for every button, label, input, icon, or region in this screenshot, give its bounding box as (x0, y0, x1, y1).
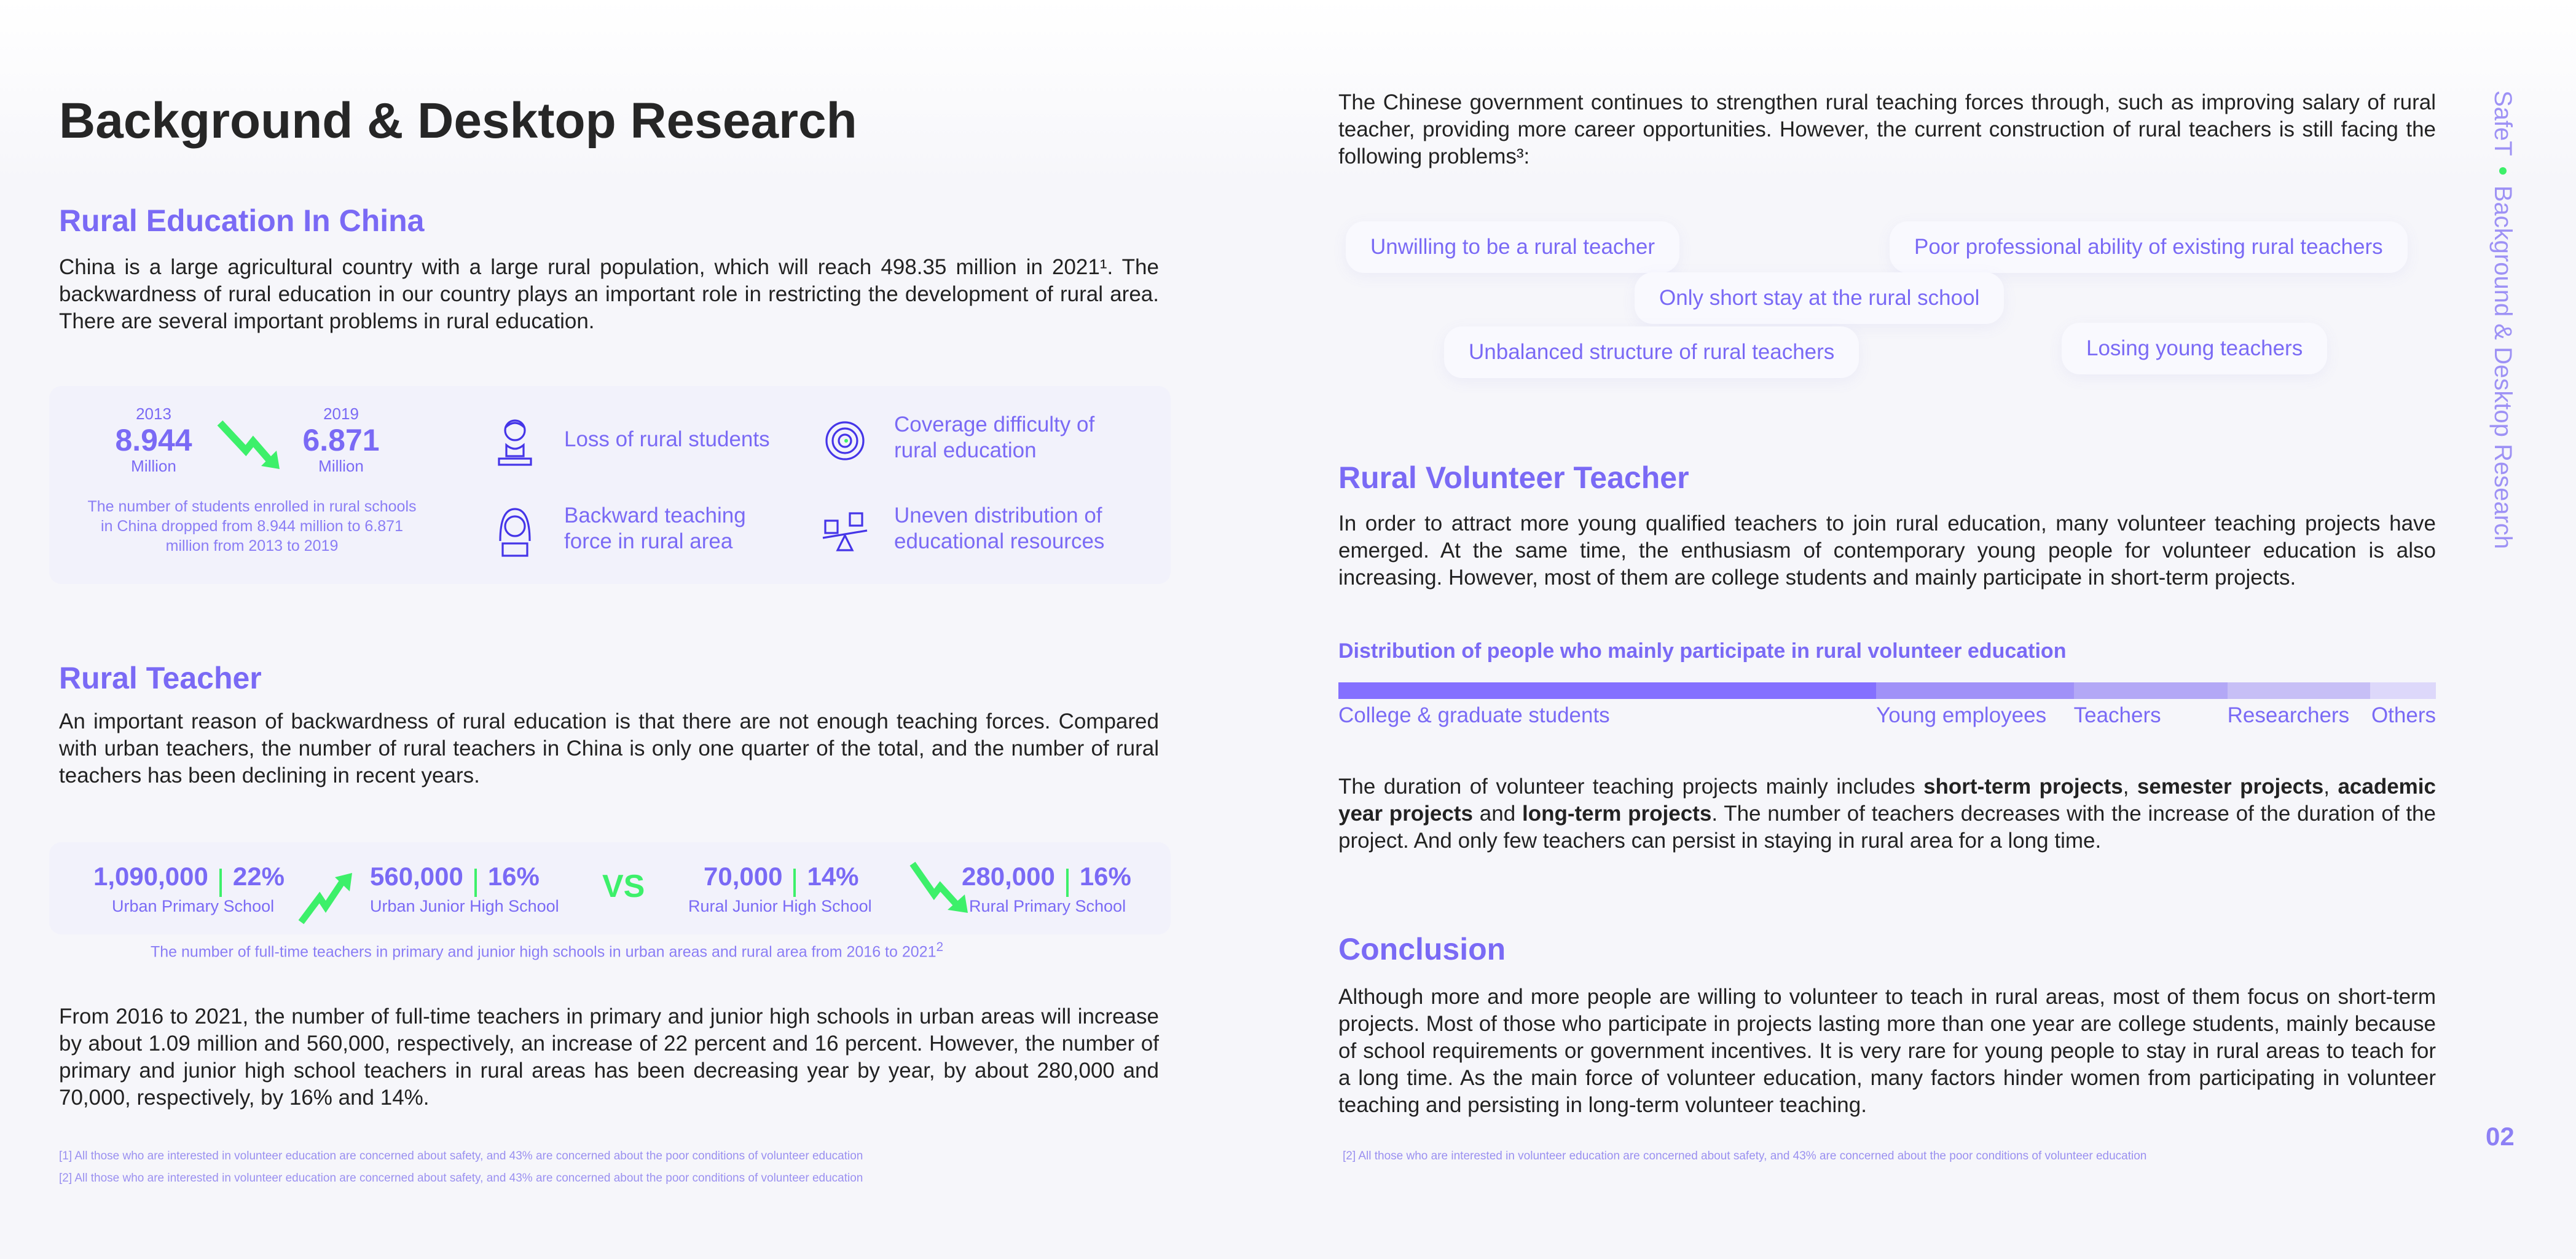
problem-pill: Only short stay at the rural school (1635, 272, 2004, 324)
bar-segment-2 (2074, 682, 2228, 699)
teacher-icon (490, 504, 540, 559)
stat-percent: 14% (807, 862, 859, 891)
teacher-stat (962, 862, 1131, 916)
text-run: , (2323, 775, 2338, 799)
footnote: [2] All those who are interested in volunteer education are concerned about safety, and 43% are concerned about the poor conditions of volunteer education (59, 1172, 863, 1185)
teacher-stat (93, 862, 285, 916)
text-run: . The number of teachers decreases with the increase of the duration of the project. And only few teachers can persist in staying in rural area for a long time. (1338, 802, 2436, 853)
bar-label: Researchers (2227, 703, 2350, 727)
stat-from (98, 405, 209, 476)
problem-pill: Unwilling to be a rural teacher (1346, 221, 1679, 273)
chart-title: Distribution of people who mainly participate in rural volunteer education (1338, 639, 2067, 663)
bar-segment-0 (1338, 682, 1876, 699)
bar-segment-3 (2228, 682, 2370, 699)
stat-label: Urban Primary School (112, 896, 275, 915)
rural-teacher-paragraph: An important reason of backwardness of rural education is that there are not enough teaching forces. Compared with urban teachers, the number of rural teachers in China is only one quarter of the total, and the number of rural teachers has been declining in recent years. (59, 709, 1159, 787)
page-number: 02 (2486, 1122, 2515, 1151)
problem-pill: Losing young teachers (2062, 323, 2327, 374)
trend-down-arrow-icon (215, 417, 283, 472)
right-intro-paragraph: The Chinese government continues to strengthen rural teaching forces through, such as improving salary of rural teacher, providing more career opportunities. However, the current construction of rural teachers is still facing the following problems³: (1338, 90, 2436, 168)
trend-up-arrow-icon (298, 870, 353, 925)
problem-label: Loss of rural students (564, 427, 770, 451)
stat-year: 2013 (136, 405, 171, 423)
footnote: [1] All those who are interested in volunteer education are concerned about safety, and 43% are concerned about the poor conditions of volunteer education (59, 1150, 863, 1162)
divider (219, 869, 222, 897)
bold-term: semester projects (2137, 775, 2324, 799)
distribution-labels (1338, 703, 2436, 730)
stat-to (286, 405, 396, 476)
bar-label: Others (2371, 703, 2436, 727)
maze-icon (820, 414, 870, 469)
conclusion-paragraph: Although more and more people are willing to volunteer to teach in rural areas, most of them focus on short-term projects. Most of those who participate in projects lasting more than one year are college students, mainly because of school requirements or government incentives. It is very rare for young people to stay in rural areas to teach for a long time. As the main force of volunteer education, many factors hinder women from participating in volunteer teaching and persisting in long-term volunteer teaching. (1338, 985, 2436, 1117)
teacher-stats-card (49, 842, 1171, 934)
stat-value: 1,090,000 (93, 862, 208, 891)
stat-value: 70,000 (704, 862, 783, 891)
stat-percent: 22% (232, 862, 285, 891)
volunteer-duration-paragraph (1338, 773, 2436, 854)
stat-unit: Million (318, 457, 364, 475)
rural-education-paragraph: China is a large agricultural country with a large rural population, which will reach 498.35 million in 2021¹. The backwardness of rural education in our country plays an important role in restricting the development of rural area. There are several important problems in rural education. (59, 255, 1159, 333)
stat-unit: Million (131, 457, 176, 475)
bar-segment-1 (1876, 682, 2073, 699)
bold-term: academic year projects (1338, 775, 2436, 826)
problem-label: Backward teaching force in rural area (564, 503, 746, 553)
bar-label: College & graduate students (1338, 703, 1610, 727)
balance-scale-icon (820, 506, 870, 561)
text-run: , (2122, 775, 2137, 799)
caption-footnote-ref: 2 (936, 940, 944, 954)
teacher-stat (370, 862, 559, 916)
stat-label: Rural Primary School (969, 896, 1126, 915)
student-icon (490, 416, 540, 471)
stat-percent: 16% (487, 862, 540, 891)
bold-term: long-term projects (1522, 802, 1712, 826)
bar-label: Teachers (2073, 703, 2161, 727)
rural-teacher-paragraph-2: From 2016 to 2021, the number of full-time teachers in primary and junior high schools in urban areas will increase by about 1.09 million and 560,000, respectively, an increase of 22 percent and 16 percent. However, the number of primary and junior high school teachers in rural areas has been decreasing year by year, by about 280,000 and 70,000, respectively, by 16% and 14%. (59, 1004, 1159, 1110)
divider (793, 869, 796, 897)
teacher-stat (688, 862, 872, 916)
footnote: [2] All those who are interested in volunteer education are concerned about safety, and 43% are concerned about the poor conditions of volunteer education (1343, 1150, 2147, 1162)
text-run: and (1472, 802, 1522, 826)
section-heading-volunteer: Rural Volunteer Teacher (1338, 460, 1689, 495)
stat-percent: 16% (1079, 862, 1131, 891)
versus-label: VS (602, 869, 645, 904)
text-run: The duration of volunteer teaching projects mainly includes (1338, 775, 1924, 799)
stat-label: Urban Junior High School (370, 896, 559, 915)
rural-education-stats-card (49, 386, 1171, 584)
section-heading-rural-teacher: Rural Teacher (59, 661, 262, 695)
stat-label: Rural Junior High School (688, 896, 872, 915)
section-heading-conclusion: Conclusion (1338, 932, 1506, 966)
stat-year: 2019 (323, 405, 359, 423)
problem-pill: Unbalanced structure of rural teachers (1444, 326, 1859, 378)
teacher-stats-caption (151, 937, 943, 961)
distribution-bar (1338, 682, 2436, 699)
stat-value: 6.871 (302, 423, 380, 457)
divider (1066, 869, 1069, 897)
divider (474, 869, 477, 897)
page-title: Background & Desktop Research (59, 93, 857, 149)
stat-value: 8.944 (115, 423, 192, 457)
stat-value: 280,000 (962, 862, 1055, 891)
stat-value: 560,000 (370, 862, 463, 891)
bar-segment-4 (2370, 682, 2436, 699)
bold-term: short-term projects (1923, 775, 2123, 799)
separator-dot (2499, 167, 2507, 175)
volunteer-paragraph: In order to attract more young qualified teachers to join rural education, many volunteer teaching projects have emerged. At the same time, the enthusiasm of contemporary young people for volunteer education is also increasing. However, most of them are college students and mainly participate in short-term projects. (1338, 511, 2436, 590)
side-section-label (2489, 90, 2516, 549)
brand-name: SafeT (2489, 90, 2516, 156)
section-name: Background & Desktop Research (2489, 185, 2516, 550)
bar-label: Young employees (1876, 703, 2047, 727)
problem-label: Uneven distribution of educational resources (894, 503, 1105, 553)
problem-pill: Poor professional ability of existing rural teachers (1890, 221, 2408, 273)
caption-text: The number of full-time teachers in primary and junior high schools in urban areas and rural area from 2016 to 2021 (151, 943, 937, 961)
problem-label: Coverage difficulty of rural education (894, 412, 1095, 462)
section-heading-rural-education: Rural Education In China (59, 203, 425, 238)
stat-caption: The number of students enrolled in rural schools in China dropped from 8.944 million to 6.871 million from 2013 to 2019 (87, 498, 417, 555)
